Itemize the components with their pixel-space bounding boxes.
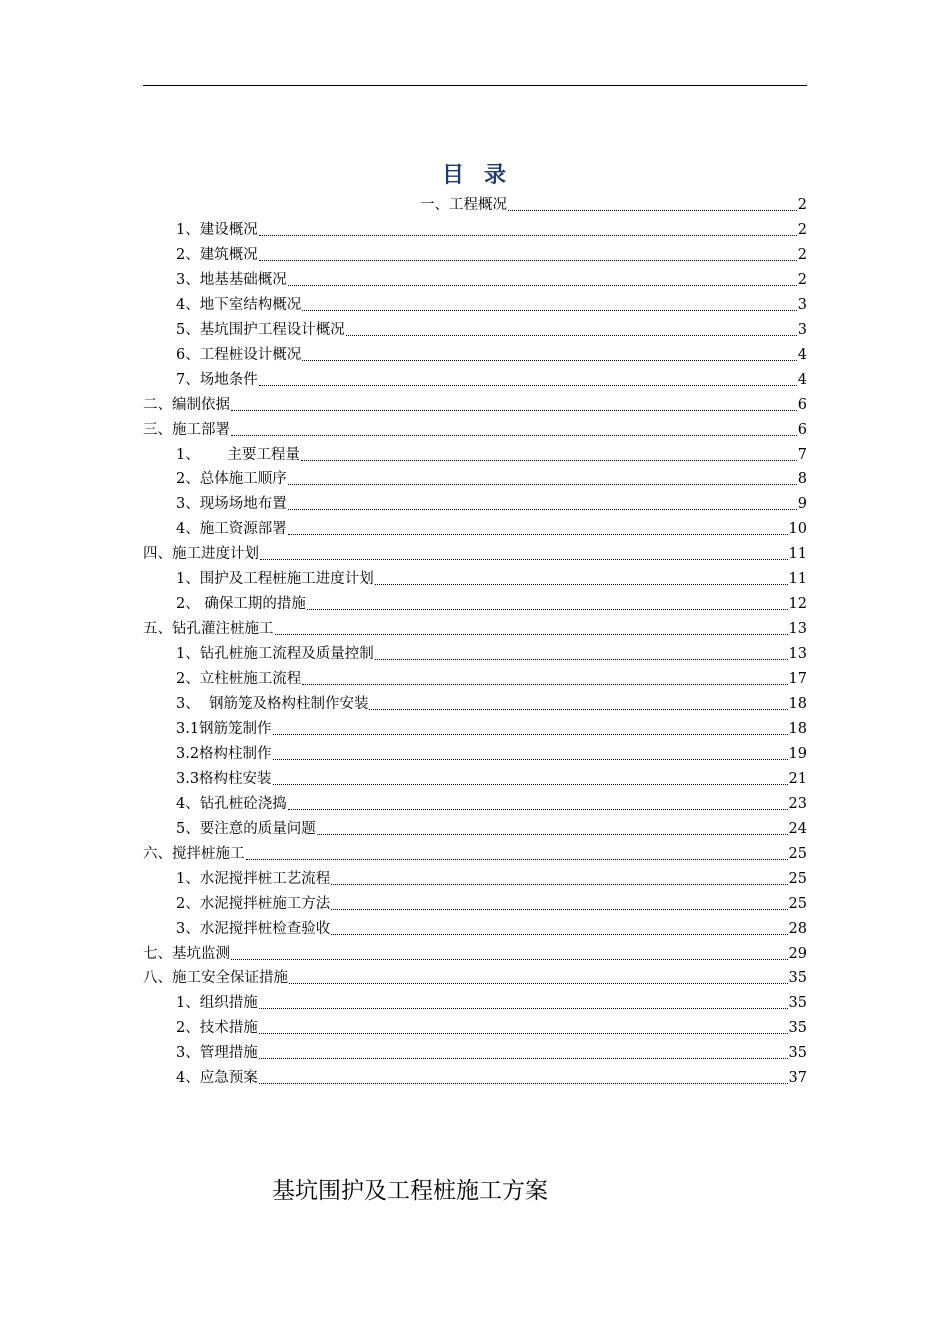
toc-entry-page: 12: [788, 596, 807, 613]
toc-entry-text: 六、搅拌桩施工: [143, 845, 245, 862]
toc-entry-text: 2、立柱桩施工流程: [176, 671, 302, 688]
toc-entry-page: 25: [788, 845, 807, 862]
toc-entry-page: 18: [788, 696, 807, 712]
toc-entry-page: 35: [788, 1020, 807, 1037]
toc-leader-dots: [273, 783, 788, 785]
toc-entry[interactable]: [176, 916, 807, 938]
toc-entry-text: 1、水泥搅拌桩工艺流程: [176, 870, 331, 887]
toc-entry-text: 2、水泥搅拌桩施工方法: [176, 895, 331, 912]
toc-entry-text: 4、应急预案: [176, 1070, 258, 1087]
toc-entry-text: 3、管理措施: [176, 1045, 258, 1062]
toc-heading-right: 录: [484, 162, 509, 188]
toc-entry-text: 3.3格构柱安装: [176, 770, 272, 787]
toc-entry-text: 1、围护及工程桩施工进度计划: [176, 571, 374, 588]
toc-leader-dots: [259, 1007, 788, 1009]
toc-leader-dots: [275, 633, 788, 635]
toc-entry-page: 35: [788, 970, 807, 987]
toc-entry-page: 35: [788, 995, 807, 1012]
toc-entry[interactable]: [176, 516, 807, 538]
toc-entry-text: 3、地基基础概况: [176, 271, 287, 288]
toc-entry[interactable]: [176, 317, 807, 339]
toc-entry-page: 13: [788, 646, 807, 663]
toc-entry-page: 8: [797, 471, 807, 488]
toc-entry[interactable]: [143, 541, 807, 563]
toc-entry-text: 3.1钢筋笼制作: [176, 720, 272, 737]
toc-entry[interactable]: [176, 791, 807, 813]
toc-leader-dots: [331, 908, 787, 910]
toc-leader-dots: [375, 583, 788, 585]
toc-entry-page: 29: [788, 945, 807, 962]
toc-entry-text: 4、施工资源部署: [176, 521, 287, 538]
toc-leader-dots: [259, 1057, 788, 1059]
toc-entry-page: 11: [788, 571, 807, 588]
toc-leader-dots: [259, 259, 797, 261]
toc-entry-page: 17: [788, 671, 807, 688]
toc-leader-dots: [301, 459, 797, 461]
toc-leader-dots: [302, 359, 797, 361]
toc-leader-dots: [307, 608, 788, 610]
toc-entry[interactable]: [176, 591, 807, 613]
toc-entry-page: 23: [788, 795, 807, 812]
toc-entry[interactable]: [143, 392, 807, 414]
toc-entry-page: 7: [797, 446, 807, 463]
toc-leader-dots: [259, 234, 797, 236]
toc-entry-page: 2: [797, 246, 807, 263]
toc-entry[interactable]: [176, 990, 807, 1012]
toc-entry-text: 1、组织措施: [176, 995, 258, 1012]
toc-entry-page: 25: [788, 870, 807, 887]
toc-leader-dots: [288, 508, 797, 510]
toc-entry[interactable]: [143, 965, 807, 987]
toc-entry-page: 2: [797, 271, 807, 288]
toc-entry-page: 3: [797, 296, 807, 313]
toc-entry-text: 七、基坑监测: [143, 945, 230, 962]
toc-entry-page: 11: [788, 546, 807, 563]
toc-entry[interactable]: [176, 442, 807, 464]
toc-entry-text: 3、 钢筋笼及格构柱制作安装: [176, 696, 369, 712]
toc-entry-page: 21: [788, 770, 807, 787]
toc-leader-dots: [259, 384, 797, 386]
toc-entry-page: 6: [797, 421, 807, 438]
toc-entry-text: 八、施工安全保证措施: [143, 970, 288, 987]
toc-entry[interactable]: [176, 816, 807, 838]
toc-entry-text: 5、基坑围护工程设计概况: [176, 321, 345, 338]
toc-entry-page: 35: [788, 1045, 807, 1062]
toc-entry-page: 4: [797, 371, 807, 388]
toc-entry-text: 2、建筑概况: [176, 246, 258, 263]
toc-entry-page: 10: [788, 521, 807, 538]
toc-entry[interactable]: [176, 267, 807, 289]
header-rule: [143, 85, 807, 86]
toc-entry-text: 2、 确保工期的措施: [176, 596, 306, 613]
toc-entry-text: 一、工程概况: [420, 197, 507, 213]
toc-entry-text: 3、水泥搅拌桩检查验收: [176, 920, 331, 937]
toc-leader-dots: [273, 733, 788, 735]
toc-leader-dots: [302, 309, 797, 311]
document-title: 基坑围护及工程桩施工方案: [272, 1178, 548, 1204]
toc-heading: [0, 158, 950, 189]
toc-entry-text: 二、编制依据: [143, 396, 230, 413]
toc-entry[interactable]: [176, 566, 807, 588]
toc-leader-dots: [259, 1082, 788, 1084]
toc-entry-text: 三、施工部署: [143, 421, 230, 438]
toc-entry[interactable]: [176, 866, 807, 888]
toc-entry-text: 1、建设概况: [176, 221, 258, 238]
toc-entry-page: 2: [797, 221, 807, 238]
toc-leader-dots: [231, 958, 788, 960]
toc-entry-text: 6、工程桩设计概况: [176, 346, 302, 363]
toc-leader-dots: [302, 683, 787, 685]
toc-entry[interactable]: [176, 367, 807, 389]
toc-entry-page: 37: [788, 1070, 807, 1087]
toc-leader-dots: [288, 284, 797, 286]
toc-entry-page: 13: [788, 621, 807, 638]
toc-entry-text: 1、 主要工程量: [176, 446, 300, 463]
toc-entry[interactable]: [176, 491, 807, 513]
toc-entry-page: 9: [797, 496, 807, 513]
toc-entry[interactable]: [176, 691, 807, 713]
toc-entry[interactable]: [176, 1065, 807, 1087]
toc-entry[interactable]: [176, 1015, 807, 1037]
toc-entry-text: 3.2格构柱制作: [176, 745, 272, 762]
toc-entry-page: 4: [797, 346, 807, 363]
toc-leader-dots: [346, 334, 797, 336]
toc-leader-dots: [288, 533, 788, 535]
toc-leader-dots: [231, 409, 797, 411]
toc-entry-page: 3: [797, 321, 807, 338]
toc-entry-text: 7、场地条件: [176, 371, 258, 388]
toc-leader-dots: [331, 883, 787, 885]
toc-entry-page: 19: [788, 745, 807, 762]
toc-leader-dots: [508, 209, 797, 211]
toc-heading-left: 目: [441, 162, 466, 188]
toc-leader-dots: [246, 858, 788, 860]
toc-entry-page: 24: [788, 820, 807, 837]
toc-entry-text: 四、施工进度计划: [143, 546, 259, 563]
toc-entry-text: 2、总体施工顺序: [176, 471, 287, 488]
toc-entry[interactable]: [176, 766, 807, 788]
toc-entry[interactable]: [143, 941, 807, 963]
toc-entry[interactable]: [176, 466, 807, 488]
toc-leader-dots: [231, 434, 797, 436]
toc-entry[interactable]: [176, 342, 807, 364]
toc-leader-dots: [273, 758, 788, 760]
toc-leader-dots: [317, 833, 788, 835]
toc-entry[interactable]: [420, 192, 807, 214]
toc-entry[interactable]: [176, 891, 807, 913]
toc-entry-page: 28: [788, 920, 807, 937]
toc-entry[interactable]: [143, 417, 807, 439]
toc-leader-dots: [289, 982, 788, 984]
toc-entry-text: 5、要注意的质量问题: [176, 820, 316, 837]
toc-entry-text: 4、钻孔桩砼浇捣: [176, 795, 287, 812]
toc-entry[interactable]: [176, 217, 807, 239]
toc-entry[interactable]: [176, 242, 807, 264]
toc-leader-dots: [288, 808, 788, 810]
toc-entry-text: 1、钻孔桩施工流程及质量控制: [176, 646, 374, 663]
toc-entry-text: 3、现场场地布置: [176, 496, 287, 513]
toc-entry-page: 18: [788, 720, 807, 737]
toc-leader-dots: [259, 1032, 788, 1034]
toc-leader-dots: [369, 708, 787, 710]
toc-leader-dots: [331, 933, 787, 935]
toc-entry-text: 4、地下室结构概况: [176, 296, 302, 313]
toc-entry[interactable]: [176, 716, 807, 738]
toc-entry-text: 2、技术措施: [176, 1020, 258, 1037]
toc-leader-dots: [288, 483, 797, 485]
toc-entry[interactable]: [143, 841, 807, 863]
toc-entry[interactable]: [176, 292, 807, 314]
toc-leader-dots: [375, 658, 788, 660]
toc-entry[interactable]: [176, 641, 807, 663]
toc-entry-text: 五、钻孔灌注桩施工: [143, 621, 274, 638]
toc-entry-page: 6: [797, 396, 807, 413]
toc-entry-page: 2: [797, 197, 807, 213]
toc-leader-dots: [260, 558, 788, 560]
toc-entry[interactable]: [143, 616, 807, 638]
toc-entry[interactable]: [176, 741, 807, 763]
toc-entry[interactable]: [176, 666, 807, 688]
toc-entry[interactable]: [176, 1040, 807, 1062]
toc-entry-page: 25: [788, 895, 807, 912]
